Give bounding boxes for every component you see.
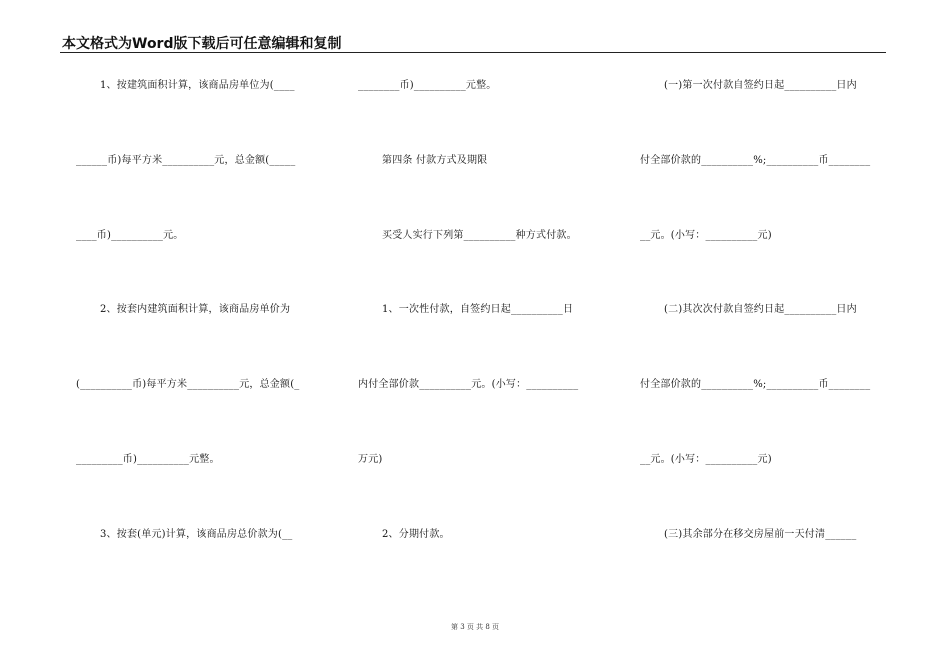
col2-line-5: 内付全部价款__________元。(小写：__________ — [358, 379, 579, 390]
column-left — [76, 0, 326, 672]
col3-line-1: (一)第一次付款自签约日起__________日内 — [664, 80, 857, 91]
col1-line-1: 1、按建筑面积计算，该商品房单位为(____ — [100, 80, 295, 91]
col1-line-4: 2、按套内建筑面积计算，该商品房单价为 — [100, 304, 291, 315]
col3-line-5: 付全部价款的__________%;__________币________ — [640, 379, 871, 390]
column-middle — [358, 0, 608, 672]
col2-line-4: 1、一次性付款，自签约日起__________日 — [382, 304, 574, 315]
col1-line-6: _________币)__________元整。 — [76, 454, 220, 465]
col2-line-1: ________币)__________元整。 — [358, 80, 497, 91]
col1-line-3: ____币)__________元。 — [76, 230, 184, 241]
col2-line-6: 万元) — [358, 454, 383, 465]
col3-line-6: __元。(小写：__________元) — [640, 454, 772, 465]
document-header-title: 本文格式为Word版下载后可任意编辑和复制 — [62, 36, 342, 52]
col3-line-7: (三)其余部分在移交房屋前一天付清______ — [664, 529, 857, 540]
page-number-footer: 第 3 页 共 8 页 — [450, 623, 500, 631]
col1-line-5: (__________币)每平方米__________元，总金额(_ — [76, 379, 300, 390]
col2-line-7: 2、分期付款。 — [382, 529, 450, 540]
col2-line-3: 买受人实行下列第__________种方式付款。 — [382, 230, 577, 241]
col3-line-4: (二)其次次付款自签约日起__________日内 — [664, 304, 857, 315]
col1-line-2: ______币)每平方米__________元，总金额(_____ — [76, 155, 296, 166]
column-right — [640, 0, 888, 672]
col1-line-7: 3、按套(单元)计算，该商品房总价款为(__ — [100, 529, 293, 540]
col2-line-2: 第四条 付款方式及期限 — [382, 155, 488, 166]
col3-line-3: __元。(小写：__________元) — [640, 230, 772, 241]
col3-line-2: 付全部价款的__________%;__________币________ — [640, 155, 871, 166]
